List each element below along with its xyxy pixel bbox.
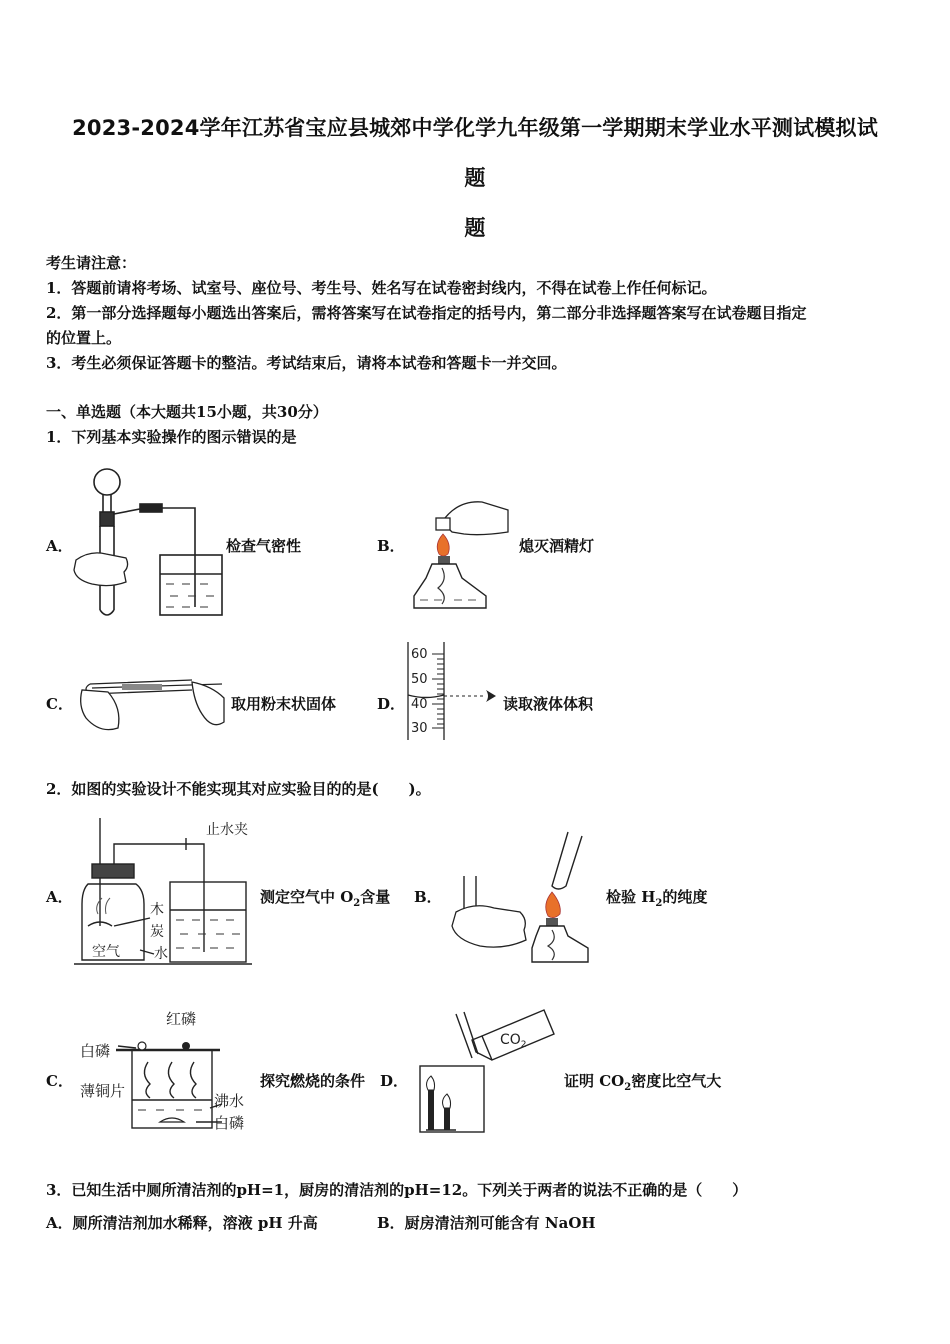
scale-label-60: 60 [411,647,428,662]
q1-stem: 1．下列基本实验操作的图示错误的是 [46,428,297,446]
section-heading: 一、单选题（本大题共15小题，共30分） [46,403,328,421]
q1-option-b-caption: 熄灭酒精灯 [519,537,595,555]
q3-option-a: A．厕所清洁剂加水稀释，溶液 pH 升高 [46,1214,318,1232]
notice-item-2: 2．第一部分选择题每小题选出答案后，需将答案写在试卷指定的括号内，第二部分非选择题答案写在试卷题目指定 [46,304,807,322]
q2-option-c-letter: C． [46,1072,73,1090]
q1-option-d-caption: 读取液体体积 [503,695,594,713]
q1-option-a-letter: A． [46,537,73,555]
graduated-cylinder-figure [404,640,504,744]
title-line-1: 2023-2024学年江苏省宝应县城郊中学化学九年级第一学期期末学业水平测试模拟试 [72,116,878,140]
q2-option-d-letter: D． [380,1072,409,1090]
red-phosphorus-label: 红磷 [166,1010,197,1028]
water-label: 水 [154,946,168,962]
title-line-2: 题 [464,166,486,190]
air-label: 空气 [92,944,120,960]
hydrogen-purity-figure [444,828,604,968]
q2-option-c-caption: 探究燃烧的条件 [260,1072,366,1090]
scale-label-40: 40 [411,697,428,712]
notice-item-2-cont: 的位置上。 [46,329,122,347]
scale-label-30: 30 [411,721,428,736]
q3-stem: 3．已知生活中厕所清洁剂的pH=1，厨房的清洁剂的pH=12。下列关于两者的说法不正确的是（ ） [46,1181,748,1199]
airtightness-figure [70,462,230,622]
notice-item-3: 3．考生必须保证答题卡的整洁。考试结束后，请将本试卷和答题卡一并交回。 [46,354,567,372]
powder-test-tube-figure [72,662,228,736]
white-phosphorus-water-label: 白磷 [214,1114,245,1132]
q1-option-c-letter: C． [46,695,73,713]
q1-option-a-caption: 检查气密性 [226,537,302,555]
charcoal-label-1: 木 [150,902,164,918]
copper-sheet-label: 薄铜片 [80,1082,126,1100]
q2-option-b-caption: 检验 $H_2$的纯度 [606,888,708,909]
q2-option-b-letter: B． [414,888,442,906]
scale-label-50: 50 [411,672,428,687]
q2-option-a-caption: 测定空气中 $O_2$含量 [260,888,391,909]
co2-bottle-label: $CO_2$ [500,1032,527,1050]
combustion-conditions-figure [76,1004,258,1136]
q1-option-b-letter: B． [377,537,405,555]
notice-heading: 考生请注意： [46,254,137,272]
q2-stem: 2．如图的实验设计不能实现其对应实验目的的是( )。 [46,780,431,798]
q2-option-d-caption: 证明 $CO_2$密度比空气大 [564,1072,722,1093]
title-line-3: 题 [464,216,486,240]
oxygen-measurement-figure [74,814,264,970]
white-phosphorus-label: 白磷 [80,1042,111,1060]
q1-option-c-caption: 取用粉末状固体 [231,695,337,713]
charcoal-label-2: 炭 [150,924,164,940]
notice-item-1: 1．答题前请将考场、试室号、座位号、考生号、姓名写在试卷密封线内，不得在试卷上作任何标记。 [46,279,717,297]
co2-density-figure [412,1006,560,1136]
q3-option-b: B．厨房清洁剂可能含有 NaOH [377,1214,596,1232]
boiling-water-label: 沸水 [214,1092,245,1110]
alcohol-lamp-figure [402,492,517,618]
clamp-label: 止水夹 [206,822,248,838]
q2-option-a-letter: A． [46,888,73,906]
q1-option-d-letter: D． [377,695,406,713]
